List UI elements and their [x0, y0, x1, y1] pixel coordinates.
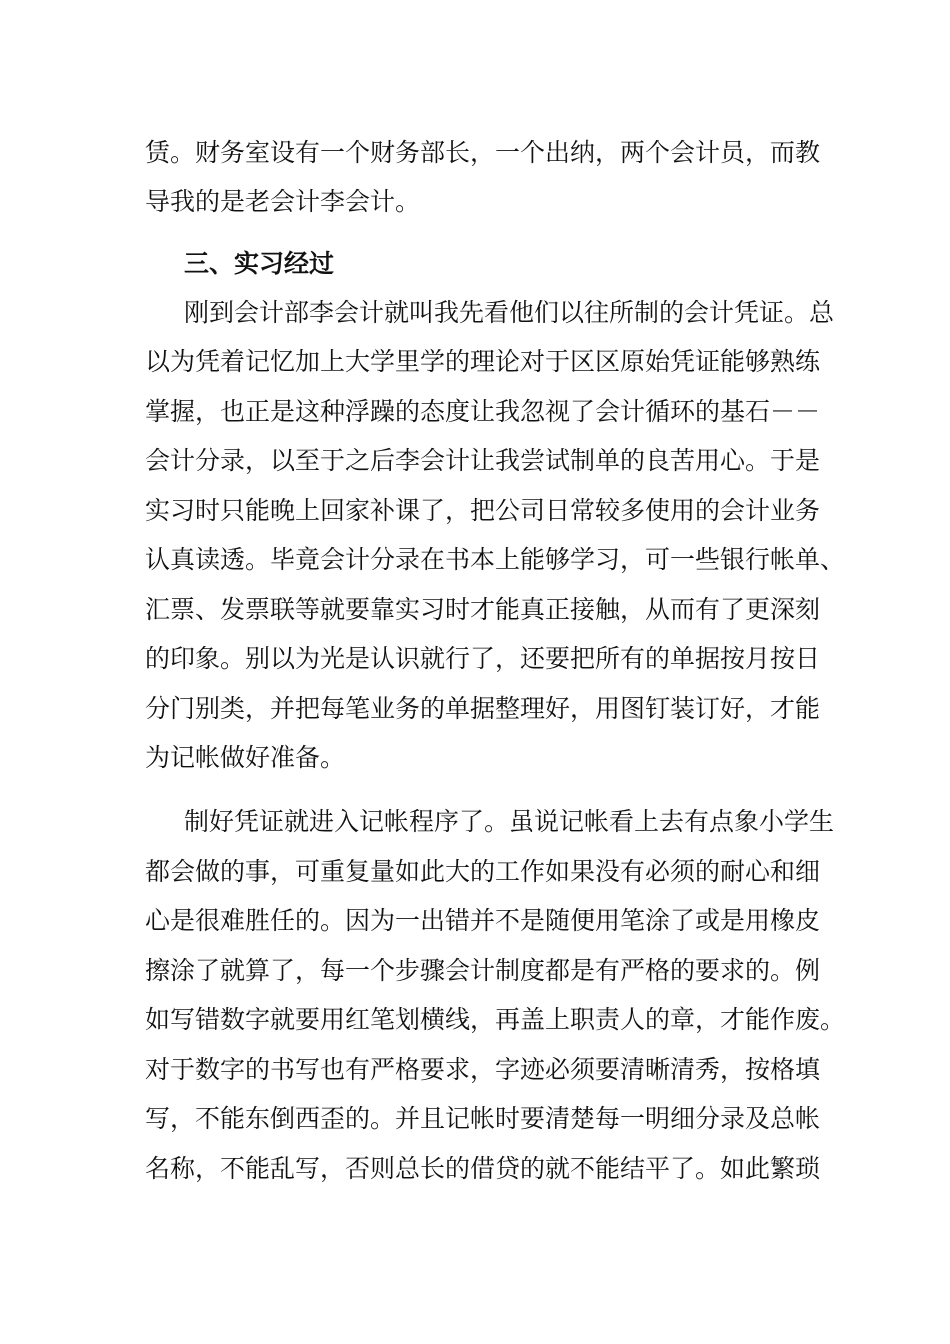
text-line: 掌握，也正是这种浮躁的态度让我忽视了会计循环的基石－－	[145, 397, 821, 426]
text-line: 赁。财务室设有一个财务部长，一个出纳，两个会计员，而教	[145, 138, 821, 167]
text-line: 以为凭着记忆加上大学里学的理论对于区区原始凭证能够熟练	[145, 347, 821, 376]
text-line: 如写错数字就要用红笔划横线，再盖上职责人的章，才能作废。	[145, 1005, 846, 1034]
text-line: 制好凭证就进入记帐程序了。虽说记帐看上去有点象小学生	[184, 807, 835, 836]
text-line: 写，不能东倒西歪的。并且记帐时要清楚每一明细分录及总帐	[145, 1104, 821, 1133]
text-line: 都会做的事，可重复量如此大的工作如果没有必须的耐心和细	[145, 857, 821, 886]
text-line: 实习时只能晚上回家补课了，把公司日常较多使用的会计业务	[145, 496, 821, 525]
text-line: 刚到会计部李会计就叫我先看他们以往所制的会计凭证。总	[184, 298, 835, 327]
text-line: 擦涂了就算了，每一个步骤会计制度都是有严格的要求的。例	[145, 956, 821, 985]
text-line: 的印象。别以为光是认识就行了，还要把所有的单据按月按日	[145, 644, 821, 673]
text-line: 汇票、发票联等就要靠实习时才能真正接触，从而有了更深刻	[145, 595, 821, 624]
text-line: 为记帐做好准备。	[145, 743, 346, 772]
text-line: 会计分录，以至于之后李会计让我尝试制单的良苦用心。于是	[145, 446, 821, 475]
text-line: 分门别类，并把每笔业务的单据整理好，用图钉装订好，才能	[145, 694, 821, 723]
text-line: 导我的是老会计李会计。	[145, 187, 421, 216]
text-line: 认真读透。毕竟会计分录在书本上能够学习，可一些银行帐单、	[145, 545, 846, 574]
text-line: 对于数字的书写也有严格要求，字迹必须要清晰清秀，按格填	[145, 1055, 821, 1084]
text-line: 名称，不能乱写，否则总长的借贷的就不能结平了。如此繁琐	[145, 1154, 821, 1183]
text-line: 心是很难胜任的。因为一出错并不是随便用笔涂了或是用橡皮	[145, 906, 821, 935]
section-heading: 三、实习经过	[184, 249, 335, 278]
